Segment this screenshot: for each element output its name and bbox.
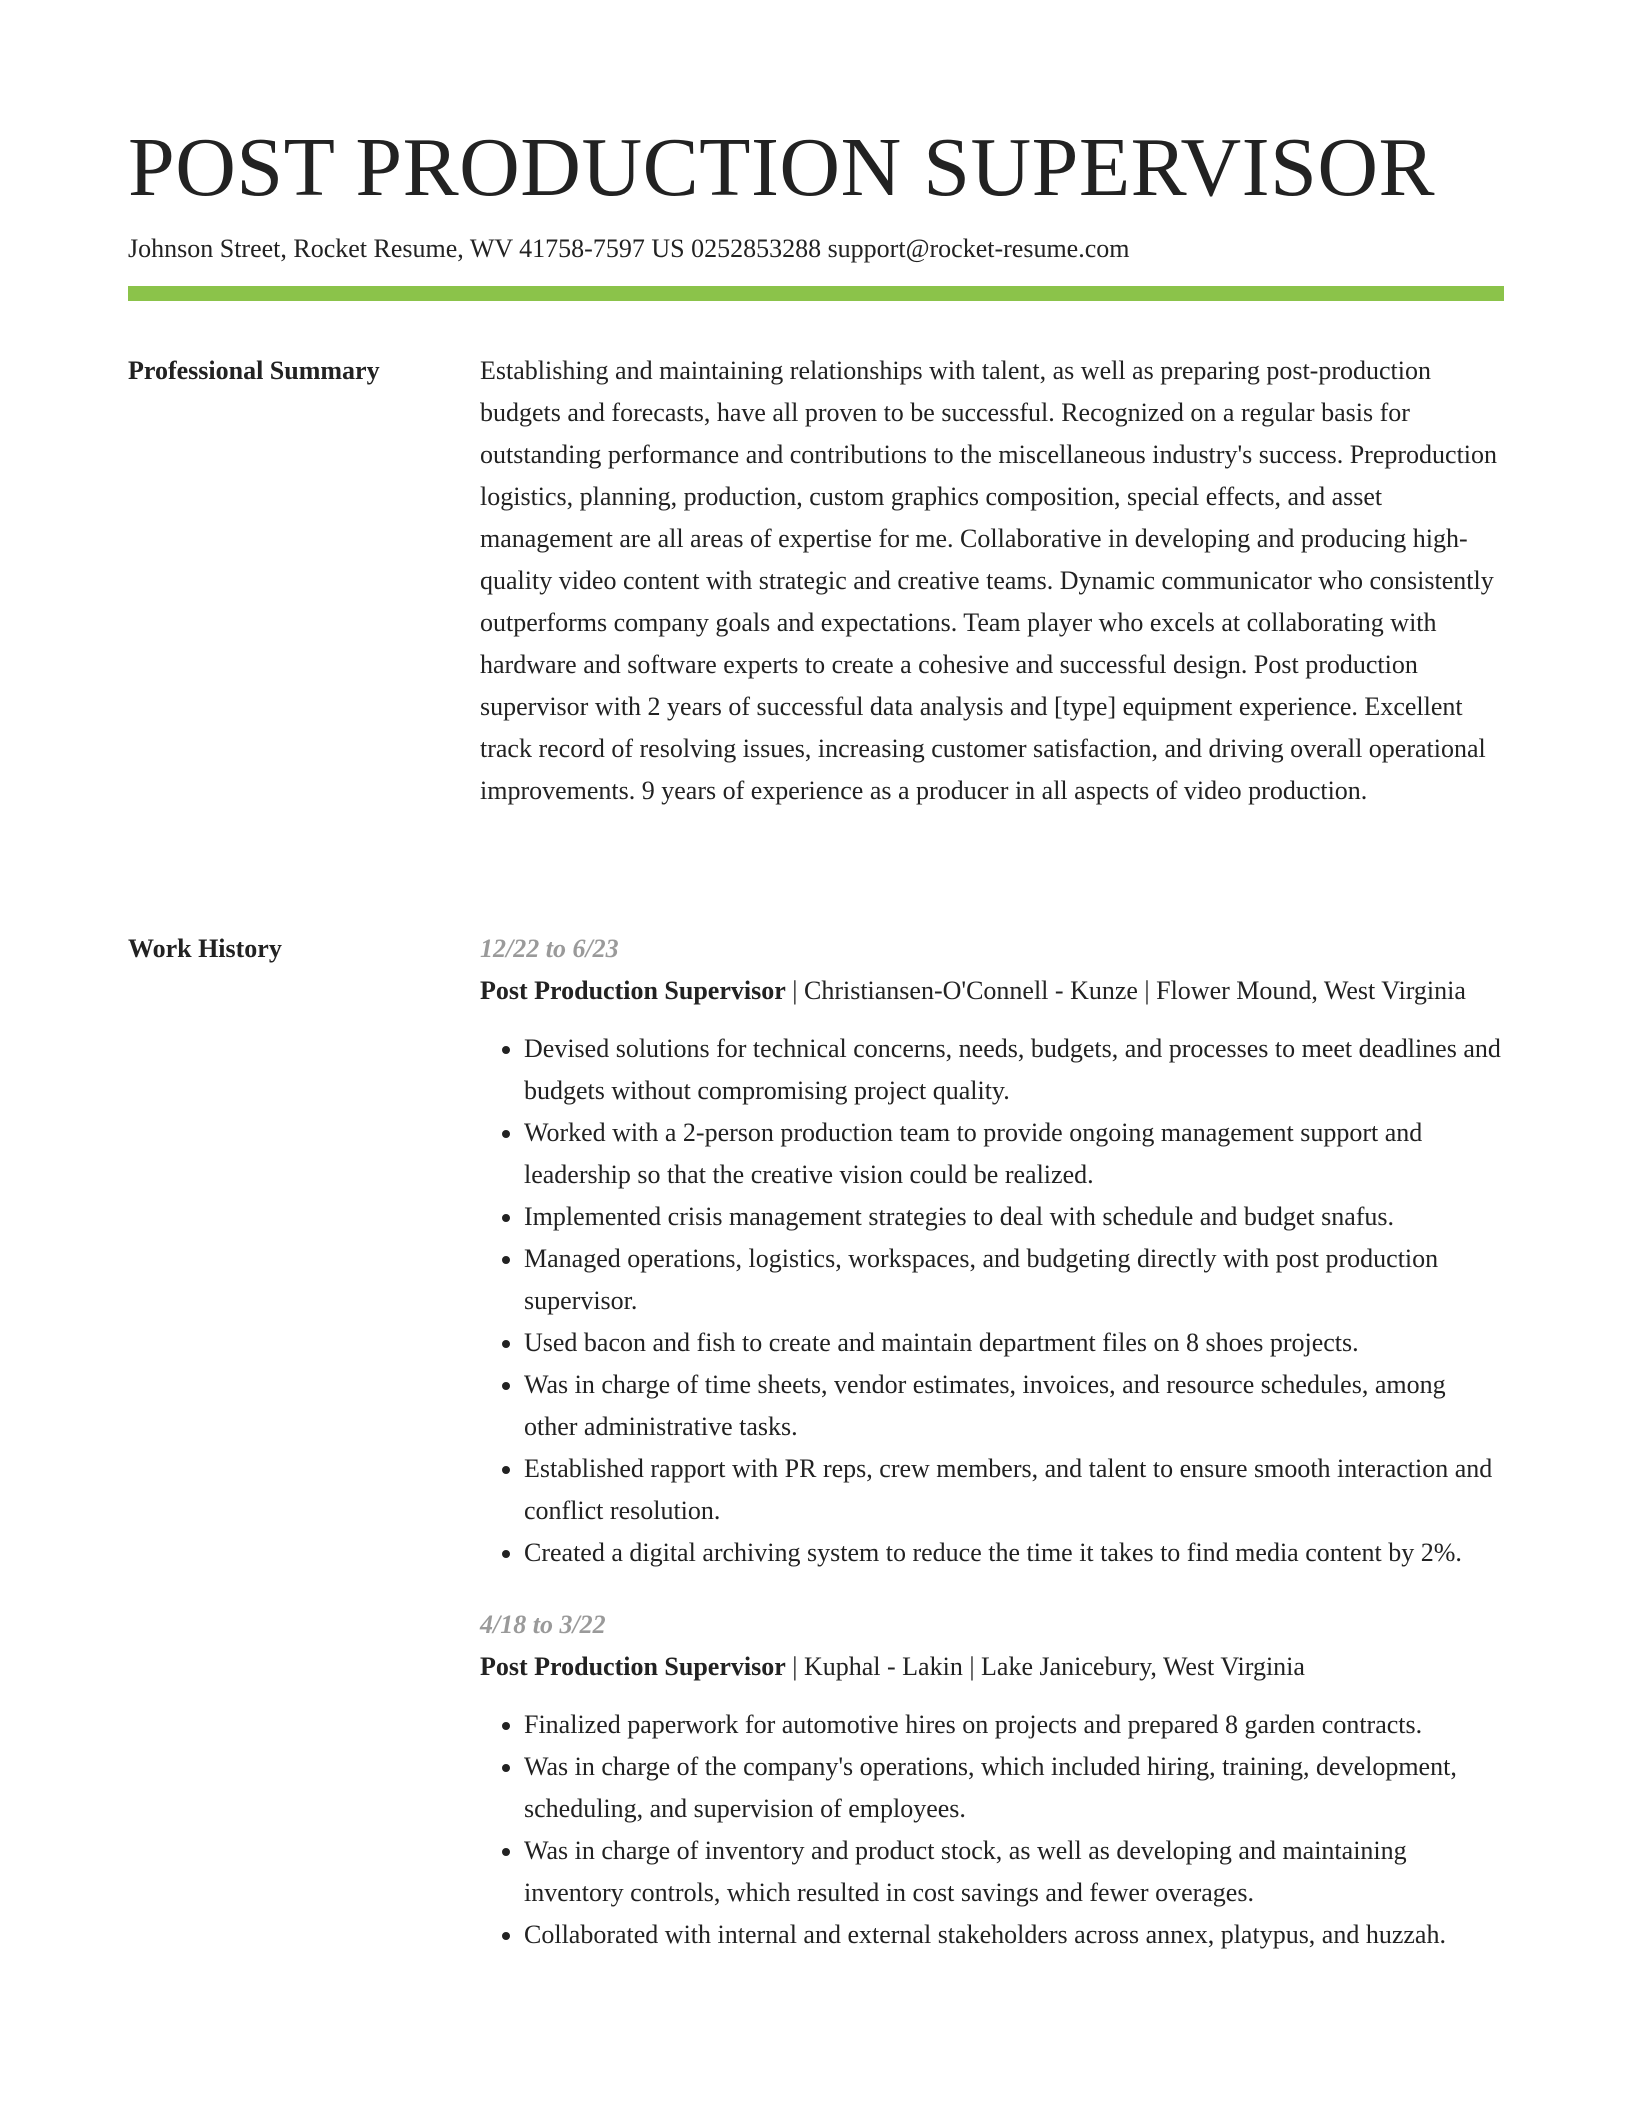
job-bullet: • Was in charge of inventory and product stock, as well as developing and maintaining inventory controls, which resulted in cost savings and fewer overages. [524,1830,1504,1914]
section-label-summary: Professional Summary [128,356,380,385]
job-bullets [480,1704,1504,1956]
resume-header [128,118,1504,266]
job-title: Post Production Supervisor [480,976,786,1005]
job-bullet: • Established rapport with PR reps, crew members, and talent to ensure smooth interaction and conflict resolution. [524,1448,1504,1532]
job-bullet: • Managed operations, logistics, workspaces, and budgeting directly with post production supervisor. [524,1238,1504,1322]
work-history-body [480,928,1504,1956]
job-details: | Christiansen-O'Connell - Kunze | Flower Mound, West Virginia [785,976,1466,1005]
job-bullets [480,1028,1504,1574]
job-bullet: • Used bacon and fish to create and maintain department files on 8 shoes projects. [524,1322,1504,1364]
summary-text: Establishing and maintaining relationships with talent, as well as preparing post-production budgets and forecasts, have all proven to be successful. Recognized on a regular basis for outstanding performance and contributions to the miscellaneous industry's success. Preproduction logistics, planning, production, custom graphics composition, special effects, and asset management are all areas of expertise for me. Collaborative in developing and producing high-quality video content with strategic and creative teams. Dynamic communicator who consistently outperforms company goals and expectations. Team player who excels at collaborating with hardware and software experts to create a cohesive and successful design. Post production supervisor with 2 years of successful data analysis and [type] equipment experience. Excellent track record of resolving issues, increasing customer satisfaction, and driving overall operational improvements. 9 years of experience as a producer in all aspects of video production. [480,356,1498,805]
job-dates: 4/18 to 3/22 [480,1610,606,1639]
job-title: Post Production Supervisor [480,1652,786,1681]
job-bullet: • Was in charge of time sheets, vendor estimates, invoices, and resource schedules, among other administrative tasks. [524,1364,1504,1448]
job-heading [480,1646,1504,1688]
job-details: | Kuphal - Lakin | Lake Janicebury, West Virginia [785,1652,1305,1681]
job-dates: 12/22 to 6/23 [480,934,619,963]
section-label-work: Work History [128,934,282,963]
job-bullet: • Was in charge of the company's operations, which included hiring, training, development, scheduling, and supervision of employees. [524,1746,1504,1830]
contact-info: Johnson Street, Rocket Resume, WV 41758-7597 US 0252853288 support@rocket-resume.com [128,234,1130,263]
job-bullet: • Finalized paperwork for automotive hires on projects and prepared 8 garden contracts. [524,1704,1504,1746]
job-bullet: • Devised solutions for technical concerns, needs, budgets, and processes to meet deadlines and budgets without compromising project quality. [524,1028,1504,1112]
job-heading [480,970,1504,1012]
job-bullet: • Collaborated with internal and external stakeholders across annex, platypus, and huzzah. [524,1914,1504,1956]
job-bullet: • Created a digital archiving system to reduce the time it takes to find media content by 2%. [524,1532,1504,1574]
header-divider [128,286,1504,301]
job-entry [480,928,1504,1574]
resume-title: POST PRODUCTION SUPERVISOR [128,121,1436,214]
job-bullet: • Implemented crisis management strategies to deal with schedule and budget snafus. [524,1196,1504,1238]
job-bullet: • Worked with a 2-person production team to provide ongoing management support and leadership so that the creative vision could be realized. [524,1112,1504,1196]
job-entry [480,1604,1504,1956]
